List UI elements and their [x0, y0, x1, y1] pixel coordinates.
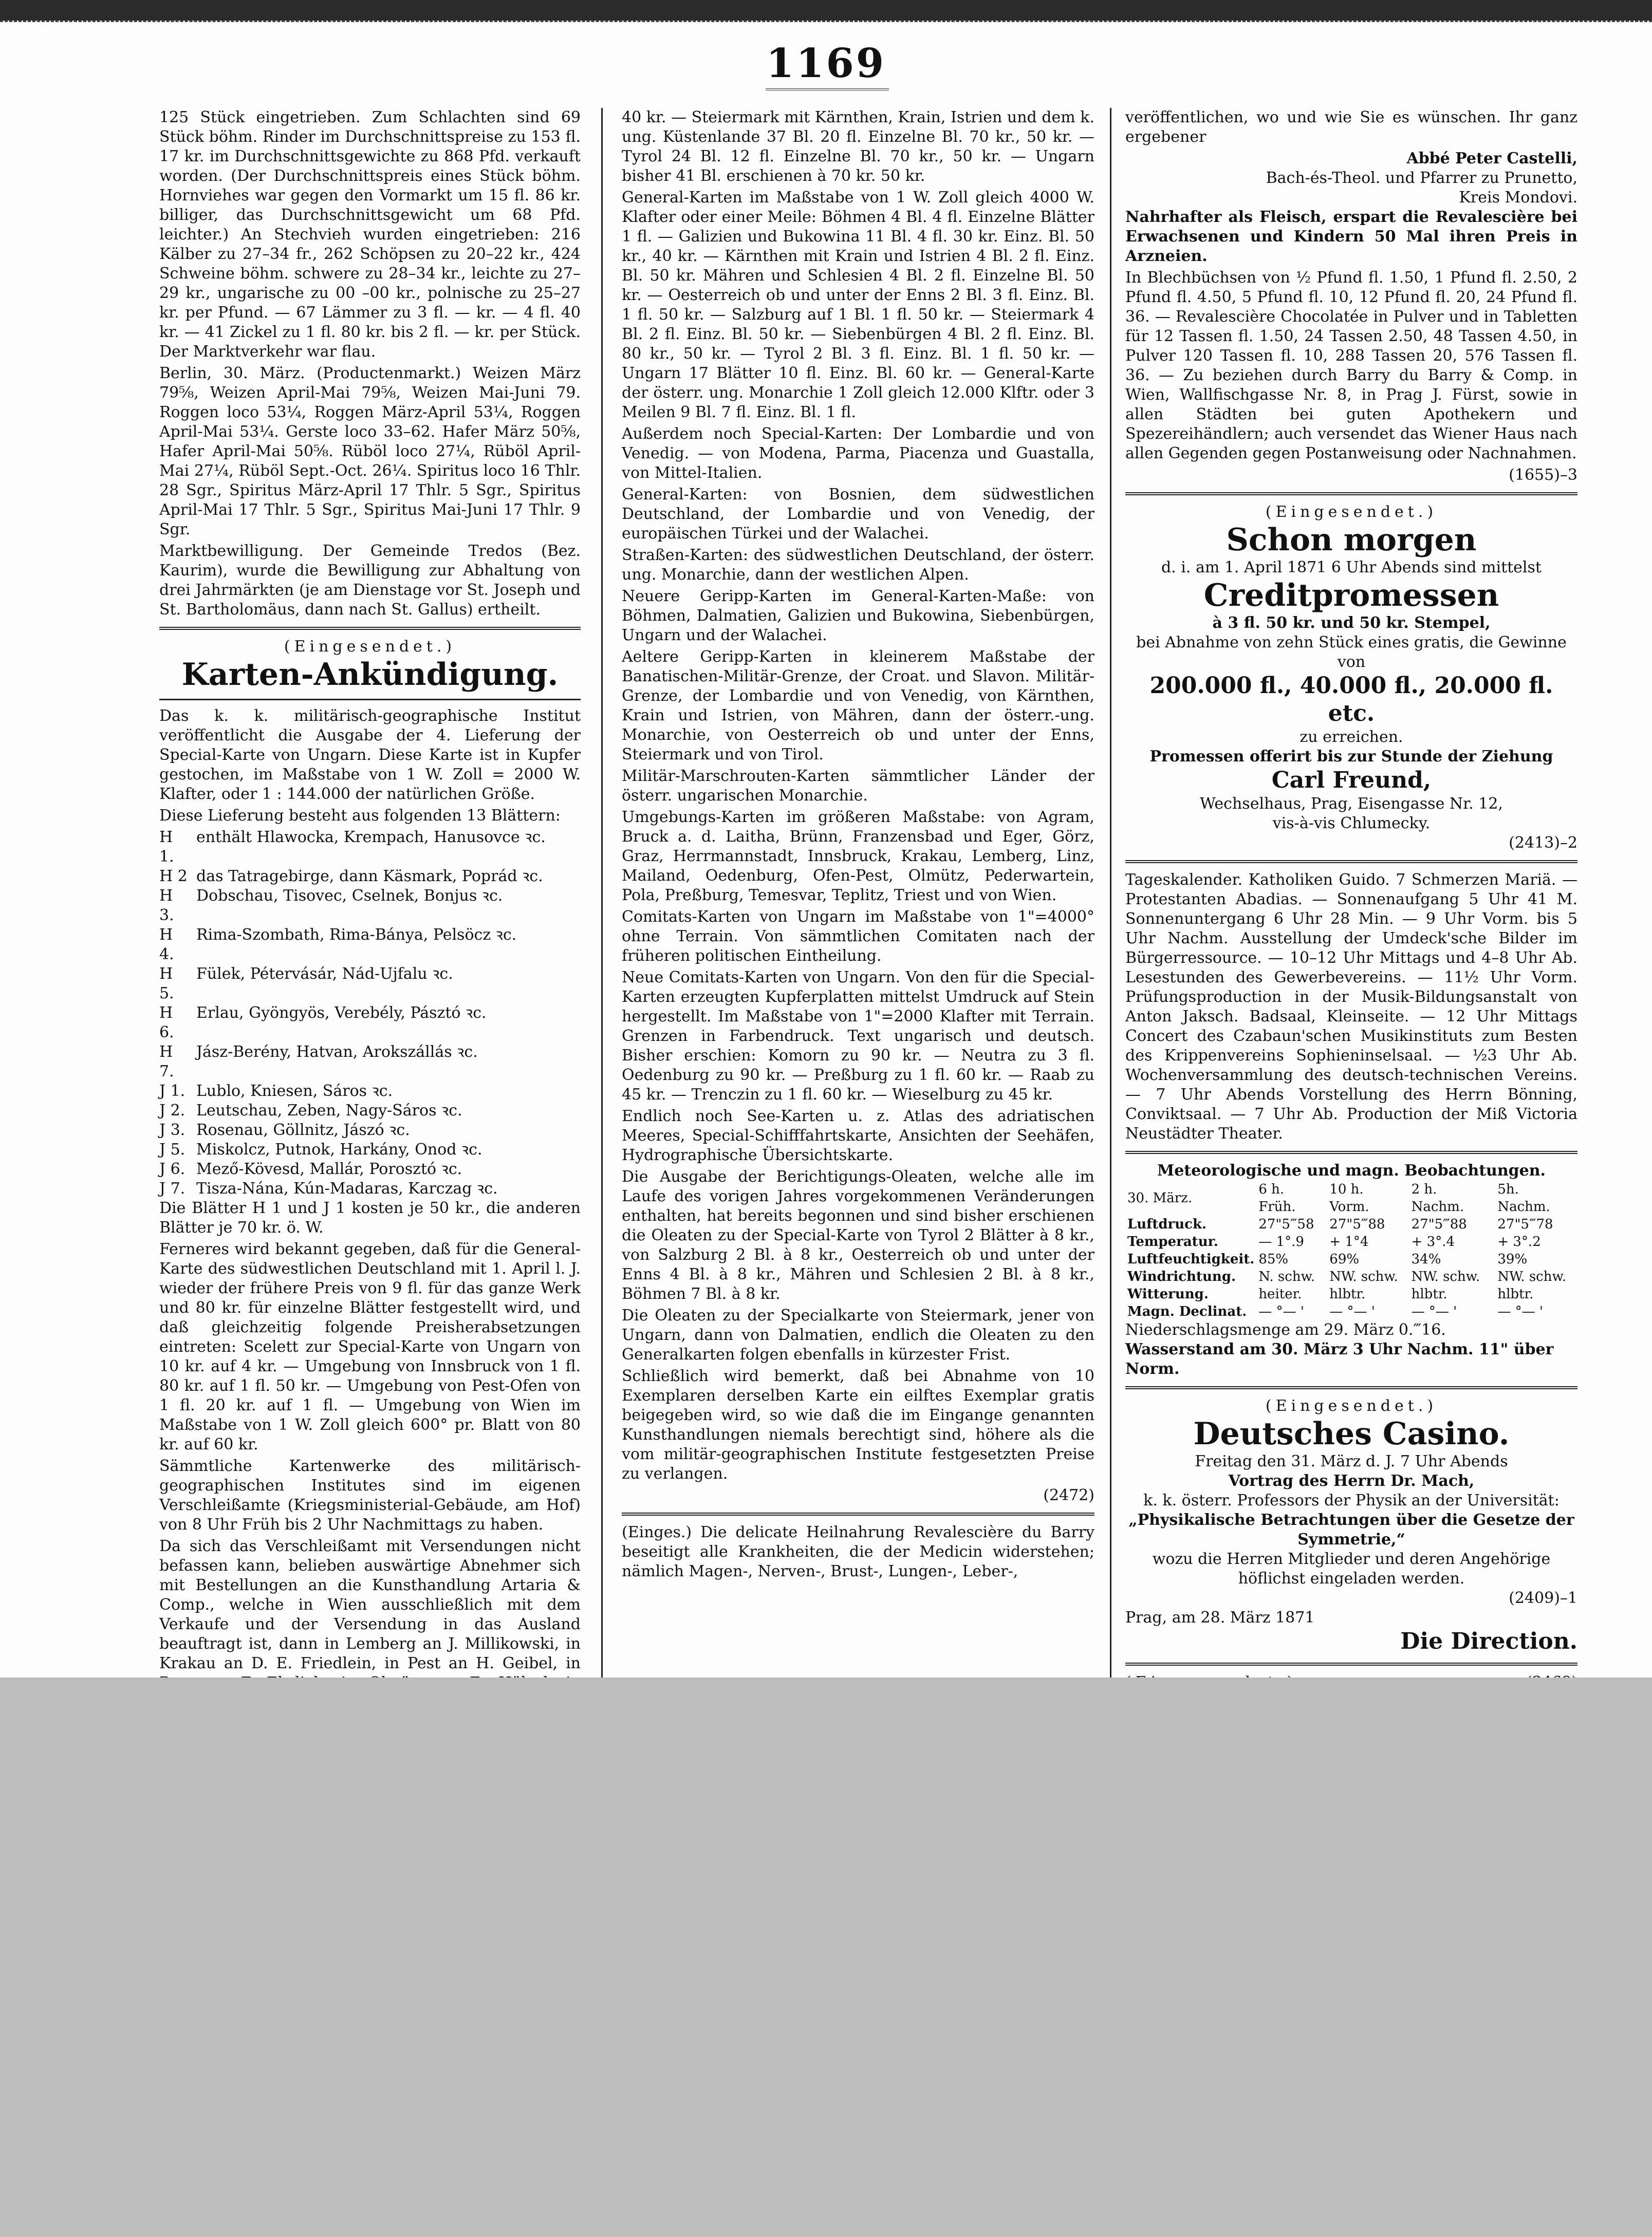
promessen-price: à 3 fl. 50 kr. und 50 kr. Stempel,	[1212, 614, 1491, 632]
correction-oleates: Die Ausgabe der Berichtigungs-Oleaten, welche alle im Laufe des vorigen Jahres vorgekommenen Veränderungen enthalten, hat bereits begonnen und sind bisher erschienen die Oleaten zu der Special-Karte von Tyrol 2 Blätter à 8 kr., von Salzburg 2 Bl. à 8 kr., Oesterreich ob und unter der Enns 4 Bl. à 8 kr., Mähren und Schlesien 2 Bl. à 8 kr., Böhmen 7 Bl. à 8 kr.	[622, 1168, 1094, 1303]
day-calendar: Tageskalender. Katholiken Guido. 7 Schmerzen Mariä. — Protestanten Abadias. — Sonnenaufgang 5 Uhr 41 M. Sonnenuntergang 6 Uhr 28 Min. — 9 Uhr Vorm. bis 5 Uhr Nachm. Ausstellung der Umdeck'sche Bilder im Bürgerressource. — 10–12 Uhr Mittags und 4–8 Uhr Ab. Lesestunden des Gewerbevereins. — 11½ Uhr Vorm. Prüfungsproduction in der Musik-Bildungsanstalt von Anton Jaksch. Badsaal, Kleinseite. — 12 Uhr Mittags Concert des Czabaun'schen Musikinstituts zum Besten des Krippenvereins Sophieninselsaal. — ½3 Uhr Ab. Wochenversammlung des deutsch-technischen Vereins. — 7 Uhr Abends Vorstellung des Herrn Bönning, Conviktsaal. — 7 Uhr Ab. Production der Miß Victoria Neustädter Theater.	[1125, 871, 1577, 1143]
bank-location: vis-à-vis Chlumecky.	[1272, 814, 1431, 832]
page-number-rule	[766, 88, 889, 90]
lecture-speaker: Vortrag des Herrn Dr. Mach,	[1228, 1472, 1475, 1490]
column-rule	[601, 108, 603, 1677]
lieferung-intro: Diese Lieferung besteht aus folgenden 13 Blättern:	[159, 807, 561, 825]
new-skeleton-maps: Neuere Geripp-Karten im General-Karten-Maße: von Böhmen, Dalmatien, Galizien und Bukowina, Siebenbürgen, Ungarn und der Walachei.	[622, 587, 1094, 644]
reference-number: (2409)–1	[1509, 1589, 1577, 1607]
list-item: H 1. enthält Hlawocka, Krempach, Hanusovce ꝛc.	[159, 828, 546, 866]
table-row: Temperatur. — 1°.9 + 1°4 + 3°.4 + 3°.2	[1127, 1234, 1541, 1250]
list-item: H 6. Erlau, Gyöngyös, Verebély, Pásztó ꝛc.	[159, 1004, 487, 1041]
reference-number: (1655)–3	[1509, 466, 1577, 484]
general-maps: General-Karten im Maßstabe von 1 W. Zoll gleich 4000 W. Klafter oder einer Meile: Böhmen 4 Bl. 4 fl. Einzelne Blätter 1 fl. — Galizien und Bukowina 11 Bl. 4 fl. 30 kr. Einz. Bl. 50 kr., 40 kr. — Kärnthen mit Krain und Istrien 4 Bl. 2 fl. Einz. Bl. 50 kr. Mähren und Schlesien 4 Bl. 2 fl. Einzelne Bl. 50 kr. — Oesterreich ob und unter der Enns 2 Bl. 3 fl. Einz. Bl. 1 fl. 50 kr. — Salzburg auf 1 Bl. 1 fl. 50 kr. — Steiermark 4 Bl. 2 fl. Einz. Bl. 50 kr. — Siebenbürgen 4 Bl. 2 fl. Einz. Bl. 80 kr., 50 kr. — Tyrol 2 Bl. 3 fl. Einz. Bl. 1 fl. 50 kr. — Ungarn 17 Blätter 10 fl. Einz. Bl. 60 kr. — General-Karte der österr. ung. Monarchie 1 Zoll gleich 12.000 Klftr. oder 3 Meilen 9 Bl. 7 fl. Einz. Bl. 1 fl.	[622, 189, 1094, 421]
section-divider	[1125, 1151, 1577, 1154]
sheet-prices: Die Blätter H 1 und J 1 kosten je 50 kr., die anderen Blätter je 70 kr. ö. W.	[159, 1199, 581, 1237]
casino-direction: Die Direction.	[1400, 1628, 1577, 1654]
section-divider	[1125, 860, 1577, 863]
new-comitat-maps: Neue Comitats-Karten von Ungarn. Von den für die Special-Karten erzeugten Kupferplatten mittelst Umdruck auf Stein hergestellt. Im Maßstabe von 1"=2000 Klafter mit Terrain. Grenzen in Farbendruck. Text ungarisch und deutsch. Bisher erschien: Komorn zu 90 kr. — Neutra zu 3 fl. Oedenburg zu 90 kr. — Preßburg zu 1 fl. 60 kr. — Raab zu 45 kr. — Trenczin zu 1 fl. 60 kr. — Wieselburg zu 45 kr.	[622, 968, 1094, 1104]
karten-intro: Das k. k. militärisch-geographische Institut veröffentlicht die Ausgabe der 4. Lieferung der Special-Karte von Ungarn. Diese Karte ist in Kupfer gestochen, im Maßstabe von 1 W. Zoll = 2000 W. Klafter, oder 1 : 144.000 der natürlichen Größe.	[159, 707, 581, 803]
list-item: J 7. Tisza-Nána, Kún-Madaras, Karczag ꝛc.	[159, 1180, 498, 1198]
oleates-following: Die Oleaten zu der Specialkarte von Steiermark, jener von Ungarn, dann von Dalmatien, endlich die Oleaten zu den Generalkarten folgen ebenfalls in kürzester Frist.	[622, 1307, 1094, 1364]
list-item: H 2 das Tatragebirge, dann Käsmark, Poprád ꝛc.	[159, 867, 543, 885]
cattle-market-report: 125 Stück eingetrieben. Zum Schlachten sind 69 Stück böhm. Rinder im Durchschnittspreise zu 153 fl. 17 kr. im Durchschnittsgewichte zu 868 Pfd. verkauft worden. (Der Durchschnittspreis eines Stück böhm. Hornviehes war gegen den Vormarkt um 15 fl. 86 kr. billiger, das Durchschnittsgewicht um 68 Pfd. leichter.) An Stechvieh wurden eingetrieben: 216 Kälber zu 27–34 fr., 262 Schöpsen zu 20–22 kr., 424 Schweine böhm. schwere zu 28–34 kr., leichte zu 27–29 kr., ungarische zu 00 –00 kr., polnische zu 25–27 kr. per Pfund. — 67 Lämmer zu 3 fl. — kr. — 4 fl. 40 kr. — 41 Zickel zu 1 fl. 80 kr. bis 2 fl. — kr. per Stück. Der Marktverkehr war flau.	[159, 108, 581, 361]
table-header: 30. März.	[1127, 1190, 1193, 1206]
list-item: J 2. Leutschau, Zeben, Nagy-Sáros ꝛc.	[159, 1102, 462, 1120]
sales-office-notice: Sämmtliche Kartenwerke des militärisch-geographischen Institutes sind im eigenen Verschleißamte (Kriegsministerial-Gebäude, am Hof) von 8 Uhr Früh bis 2 Uhr Nachmittags zu haben.	[159, 1457, 581, 1534]
signature-name: Abbé Peter Castelli,	[1406, 150, 1577, 167]
sea-maps: Endlich noch See-Karten u. z. Atlas des adriatischen Meeres, Special-Schifffahrtskarte, Ansichten der Seehäfen, Hydrographische Übersichtskarte.	[622, 1107, 1094, 1164]
list-item: H 7. Jász-Berény, Hatvan, Arokszállás ꝛc.	[159, 1043, 478, 1080]
bank-address: Wechselhaus, Prag, Eisengasse Nr. 12,	[1200, 795, 1503, 813]
section-divider	[1125, 1663, 1577, 1666]
precipitation-note: Niederschlagsmenge am 29. März 0.‴16.	[1125, 1321, 1446, 1339]
table-row: Luftfeuchtigkeit. 85% 69% 34% 39%	[1127, 1252, 1528, 1267]
road-maps: Straßen-Karten: des südwestlichen Deutschland, der österr. ung. Monarchie, dann der westlichen Alpen.	[622, 546, 1094, 584]
schon-morgen-headline: Schon morgen	[1226, 522, 1477, 558]
table-row: Luftdruck. 27"5‴58 27"5‴88 27"5‴88 27"5‴78	[1127, 1217, 1553, 1232]
headline-rule	[159, 699, 581, 700]
water-level-note: Wasserstand am 30. März 3 Uhr Nachm. 11" über Norm.	[1125, 1340, 1554, 1378]
table-header: 2 h. Nachm.	[1411, 1182, 1464, 1215]
environs-maps: Umgebungs-Karten im größeren Maßstabe: von Agram, Bruck a. d. Laitha, Brünn, Franzensbad und Eger, Görz, Graz, Herrmannstadt, Innsbruck, Krakau, Lemberg, Linz, Mailand, Oedenburg, Ofen-Pest, Olmütz, Pederwartein, Pola, Preßburg, Temesvar, Teplitz, Triest und von Wien.	[622, 808, 1094, 904]
column-left	[159, 108, 581, 1677]
tin-prices: In Blechbüchsen von ½ Pfund fl. 1.50, 1 Pfund fl. 2.50, 2 Pfund fl. 4.50, 5 Pfund fl. 10, 12 Pfund fl. 20, 24 Pfund fl. 36. — Revalescière Chocolatée in Pulver und in Tabletten für 12 Tassen fl. 1.50, 24 Tassen 2.50, 48 Tassen 4.50, in Pulver 120 Tassen fl. 10, 288 Tassen 20, 576 Tassen fl. 36. — Zu beziehen durch Barry du Barry & Comp. in Wien, Wallfischgasse Nr. 8, in Prag J. Fürst, sowie in allen Städten bei guten Apothekern und Spezereihändlern; auch versendet das Wiener Haus nach allen Gegenden gegen Postanweisung oder Nachnahmen.	[1125, 269, 1577, 462]
section-divider	[622, 1513, 1094, 1516]
eingesendet-label: (Eingesendet.)	[284, 638, 456, 656]
general-maps-other: General-Karten: von Bosnien, dem südwestlichen Deutschland, der Lombardie und von Venedig, der europäischen Türkei und der Walachei.	[622, 486, 1094, 543]
column-right	[1125, 108, 1577, 1677]
eingesendet-label: (Eingesendet.)	[1265, 503, 1438, 521]
scan-background	[0, 1677, 1652, 2237]
creditpromessen-headline: Creditpromessen	[1203, 577, 1499, 613]
list-item: J 5. Miskolcz, Putnok, Harkány, Onod ꝛc.	[159, 1141, 482, 1159]
nutrition-claim: Nahrhafter als Fleisch, erspart die Revalescière bei Erwachsenen und Kindern 50 Mal ihren Preis in Arzneien.	[1125, 208, 1577, 265]
table-row: Witterung. heiter. hlbtr. hlbtr. hlbtr.	[1127, 1287, 1534, 1302]
list-item: J 3. Rosenau, Göllnitz, Jászó ꝛc.	[159, 1121, 410, 1139]
letter-close: veröffentlichen, wo und wie Sie es wünschen. Ihr ganz ergebener	[1125, 108, 1577, 146]
market-permit-notice: Marktbewilligung. Der Gemeinde Tredos (Bez. Kaurim), wurde die Bewilligung zur Abhaltung von drei Jahrmärkten (je am Dienstage vor St. Joseph und St. Bartholomäus, dann nach St. Gallus) ertheilt.	[159, 542, 581, 619]
list-item: H 5. Fülek, Pétervásár, Nád-Ujfalu ꝛc.	[159, 965, 453, 1002]
section-divider	[1125, 492, 1577, 495]
column-middle	[622, 108, 1094, 1677]
list-item: H 4. Rima-Szombath, Rima-Bánya, Pelsöcz ꝛc.	[159, 926, 517, 963]
speaker-title: k. k. österr. Professors der Physik an der Universität:	[1143, 1492, 1560, 1509]
price-reductions: Ferneres wird bekannt gegeben, daß für die General-Karte des südwestlichen Deutschland mit 1. April l. J. wieder der frühere Preis von 9 fl. für das ganze Werk und 80 kr. für einzelne Blätter festgestellt wird, und daß gleichzeitig folgende Preisherabsetzungen eintreten: Scelett zur Special-Karte von Ungarn von 10 kr. auf 4 kr. — Umgebung von Innsbruck von 1 fl. 80 kr. auf 1 fl. 50 kr. — Umgebung von Pest-Ofen von 1 fl. 20 kr. auf 1 fl. — Umgebung von Wien im Maßstabe von 1 W. Zoll gleich 600° pr. Blatt von 80 kr. auf 60 kr.	[159, 1240, 581, 1453]
karten-headline: Karten-Ankündigung.	[181, 657, 559, 693]
lecture-date: Freitag den 31. März d. J. 7 Uhr Abends	[1195, 1452, 1508, 1470]
reach-note: zu erreichen.	[1300, 728, 1403, 746]
reference-number: (2472)	[1043, 1486, 1094, 1504]
table-header: 5h. Nachm.	[1497, 1182, 1550, 1215]
eingesendet-label: (Eingesendet.)	[1265, 1397, 1438, 1415]
revalesciere-ad: (Einges.) Die delicate Heilnahrung Revalescière du Barry beseitigt alle Krankheiten, die der Medicin widerstehen; nämlich Magen-, Nerven-, Brust-, Lungen-, Leber-,	[622, 1523, 1094, 1580]
table-row: Windrichtung. N. schw. NW. schw. NW. schw. NW. schw.	[1127, 1269, 1566, 1284]
berlin-market-report: Berlin, 30. März. (Productenmarkt.) Weizen März 79⅝, Weizen April-Mai 79⅝, Weizen Mai-Juni 79. Roggen loco 53¼, Roggen März-April 53¼, Roggen April-Mai 53¼. Gerste loco 33–62. Hafer März 50⅝, Hafer April-Mai 50⅝. Rüböl loco 27¼, Rüböl April-Mai 27¼, Rüböl Sept.-Oct. 26¼. Spiritus loco 16 Thlr. 28 Sgr., Spiritus März-April 17 Thlr. 5 Sgr., Spiritus April-Mai 17 Thlr. 5 Sgr., Spiritus Mai-Juni 17 Thlr. 9 Sgr.	[159, 364, 581, 538]
section-divider	[159, 627, 581, 630]
casino-date: Prag, am 28. März 1871	[1125, 1609, 1315, 1627]
military-route-maps: Militär-Marschrouten-Karten sämmtlicher Länder der österr. ungarischen Monarchie.	[622, 767, 1094, 805]
carl-freund-name: Carl Freund,	[1271, 767, 1432, 793]
prize-amounts: 200.000 fl., 40.000 fl., 20.000 fl. etc.	[1149, 673, 1553, 726]
map-prices-continued: 40 kr. — Steiermark mit Kärnthen, Krain, Istrien und dem k. ung. Küstenlande 37 Bl. 20 fl. Einzelne Bl. 70 kr., 50 kr. — Tyrol 24 Bl. 12 fl. Einzelne Bl. 70 kr., 50 kr. — Ungarn bisher 41 Bl. erschienen à 70 kr. 50 kr.	[622, 108, 1094, 185]
section-divider	[1125, 1386, 1577, 1389]
signature-place: Kreis Mondovi.	[1459, 189, 1577, 207]
scan-dark-edge	[0, 0, 1652, 31]
casino-headline: Deutsches Casino.	[1193, 1416, 1510, 1452]
table-header: 10 h. Vorm.	[1329, 1182, 1369, 1215]
sheet-list	[159, 828, 581, 1199]
torn-paper-edge	[0, 21, 1652, 38]
list-item: H 3. Dobschau, Tisovec, Cselnek, Bonjus ꝛc.	[159, 887, 503, 924]
drawing-date: d. i. am 1. April 1871 6 Uhr Abends sind mittelst	[1161, 558, 1542, 576]
list-item: J 1. Lublo, Kniesen, Sáros ꝛc.	[159, 1082, 393, 1100]
table-header-row	[1125, 1181, 1577, 1216]
column-rule	[1110, 108, 1111, 1677]
distributors-notice: Da sich das Verschleißamt mit Versendungen nicht befassen kann, belieben auswärtige Abnehmer sich mit Bestellungen an die Kunsthandlung Artaria & Comp., welche in Wien ausschließlich mit dem Verkaufe und der Versendung in das Ausland beauftragt ist, dann in Lemberg an J. Millikowski, in Krakau an D. E. Friedlein, in Pest an H. Geibel, in	[159, 1537, 581, 1672]
list-item: J 6. Mező-Kövesd, Mallár, Porosztó ꝛc.	[159, 1160, 462, 1178]
promessen-terms: bei Abnahme von zehn Stück eines gratis, die Gewinne von	[1136, 633, 1567, 671]
special-maps: Außerdem noch Special-Karten: Der Lombardie und von Venedig. — von Modena, Parma, Piacenza und Guastalla, von Mittel-Italien.	[622, 425, 1094, 482]
table-row: Magn. Declinat. — °— ' — °— ' — °— ' — °— '	[1127, 1304, 1544, 1319]
lecture-topic: „Physikalische Betrachtungen über die Gesetze der Symmetrie,“	[1128, 1511, 1574, 1549]
comitat-maps: Comitats-Karten von Ungarn im Maßstabe von 1"=4000° ohne Terrain. Von sämmtlichen Comitaten nach der früheren politischen Eintheilung.	[622, 908, 1094, 965]
weather-title: Meteorologische und magn. Beobachtungen.	[1157, 1162, 1546, 1180]
page-number: 1169	[766, 40, 886, 87]
old-skeleton-maps: Aeltere Geripp-Karten in kleinerem Maßstabe der Banatischen-Militär-Grenze, der Croat. und Slavon. Militär-Grenze, der Lombardie und von Venedig, von Kärnthen, Krain und Istrien, von Mähren, dann der österr.-ung. Monarchie, von Oesterreich ob und unter der Enns, Steiermark und von Tirol.	[622, 648, 1094, 763]
signature-title: Bach-és-Theol. und Pfarrer zu Prunetto,	[1266, 169, 1577, 187]
closing-remark: Schließlich wird bemerkt, daß bei Abnahme von 10 Exemplaren derselben Karte ein eilftes Exemplar gratis beigegeben wird, so wie daß die im Eingange genannten Kunsthandlungen niemals berechtigt sind, höhere als die vom militär-geographischen Institute festgesetzten Preise zu verlangen.	[622, 1367, 1094, 1483]
reference-number: (2413)–2	[1509, 834, 1577, 852]
promessen-offer: Promessen offerirt bis zur Stunde der Ziehung	[1149, 748, 1553, 766]
weather-table	[1125, 1181, 1577, 1320]
table-header: 6 h. Früh.	[1258, 1182, 1296, 1215]
invitation-note: wozu die Herren Mitglieder und deren Angehörige höflichst eingeladen werden.	[1152, 1550, 1551, 1588]
